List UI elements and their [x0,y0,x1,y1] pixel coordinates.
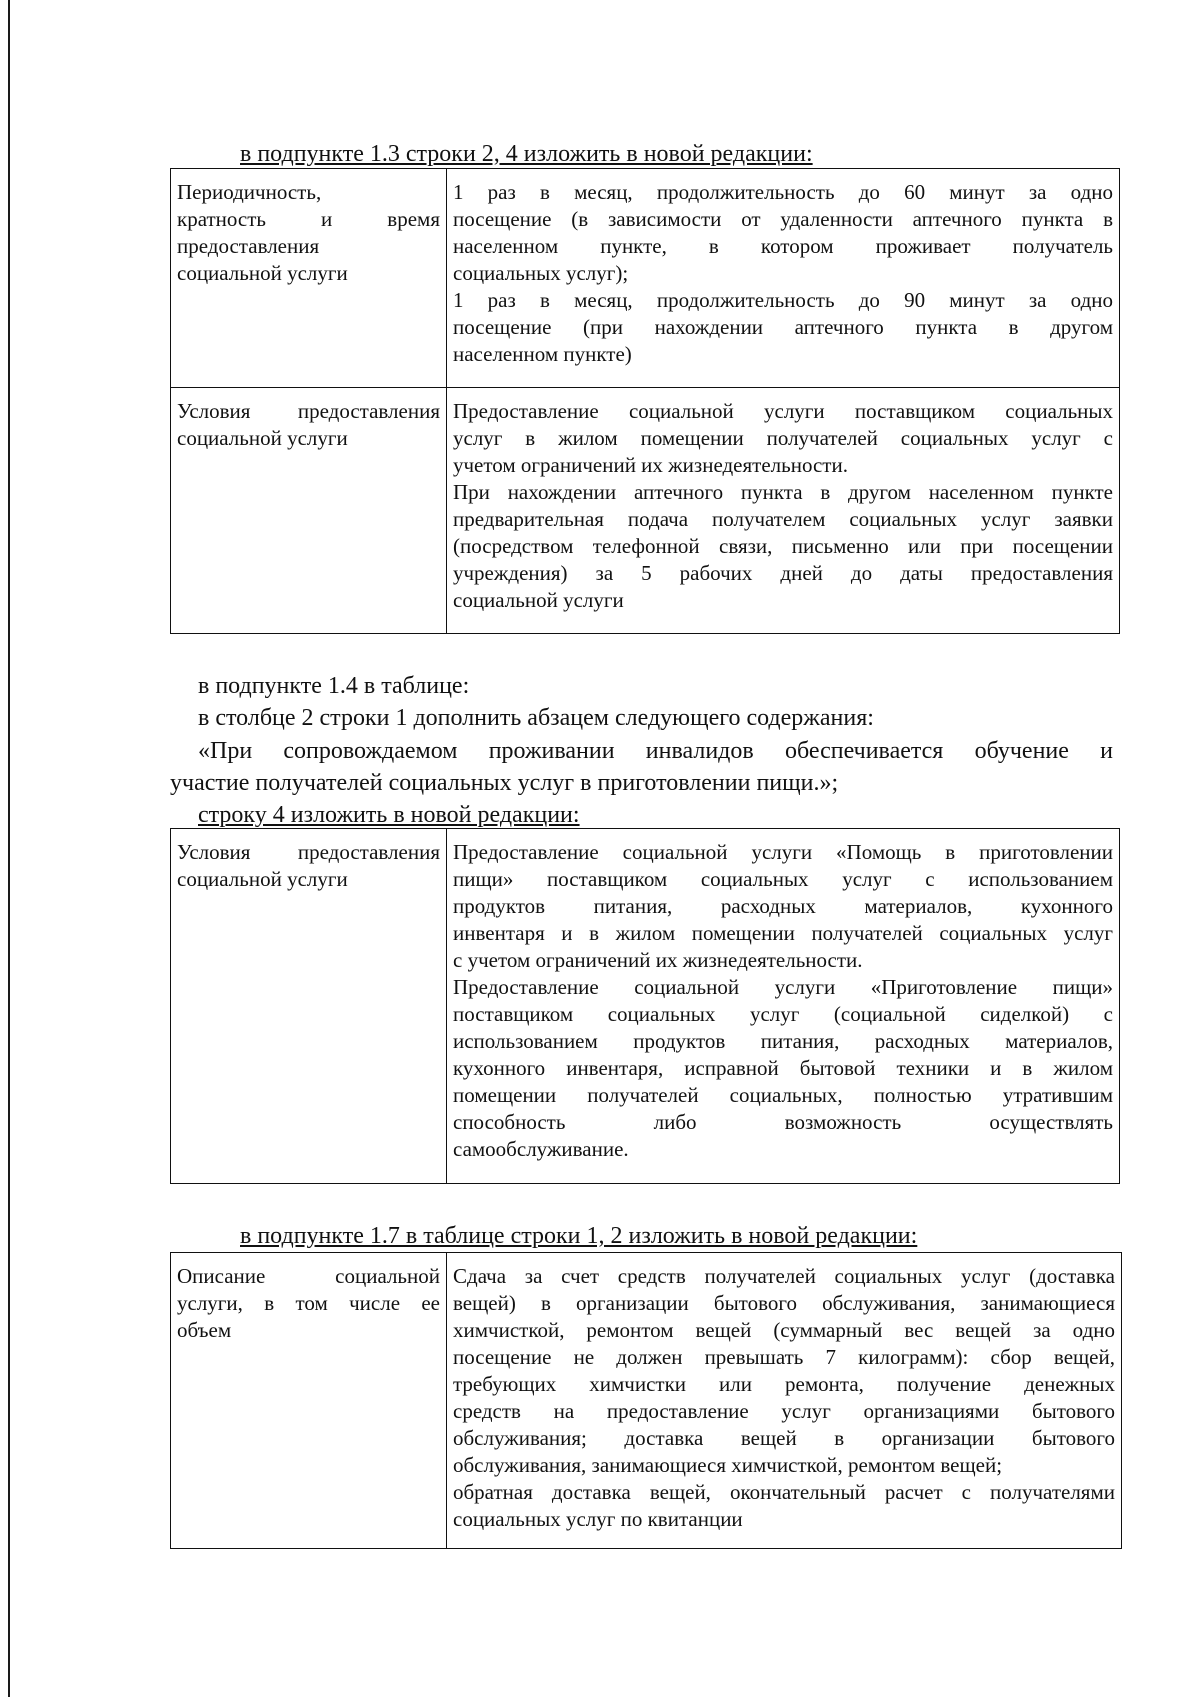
cell-line: учреждения) за 5 рабочих дней до даты предоставления [453,561,1113,585]
cell-line: предоставления [177,234,320,258]
section-1-4-table [170,828,1120,1184]
table-row [171,388,1120,634]
table-cell-right [447,1253,1122,1549]
cell-line: поставщиком социальных услуг (социальной сиделкой) с [453,1002,1113,1026]
cell-line: предварительная подача получателем социальных услуг заявки [453,507,1113,531]
cell-line: социальной услуги [453,588,624,612]
cell-line: объем [177,1318,232,1342]
cell-line: кухонного инвентаря, исправной бытовой техники и в жилом [453,1056,1113,1080]
section-1-7-table [170,1252,1122,1549]
section-1-3-heading: в подпункте 1.3 строки 2, 4 изложить в новой редакции: [240,141,813,167]
section-1-7-heading: в подпункте 1.7 в таблице строки 1, 2 изложить в новой редакции: [240,1223,918,1249]
section-1-4-intro: в подпункте 1.4 в таблице: [198,673,470,699]
cell-line: услуг в жилом помещении получателей социальных услуг с [453,426,1113,450]
cell-line: 1 раз в месяц, продолжительность до 90 минут за одно [453,288,1113,312]
cell-line: (посредством телефонной связи, письменно или при посещении [453,534,1113,558]
section-1-4-row-instruction: строку 4 изложить в новой редакции: [198,802,580,828]
section-1-4-instruction: в столбце 2 строки 1 дополнить абзацем следующего содержания: [198,705,874,731]
cell-line: социальной услуги [177,867,348,891]
cell-line: химчисткой, ремонтом вещей (суммарный вес вещей за одно [453,1318,1115,1342]
cell-line: посещение не должен превышать 7 килограмм): сбор вещей, [453,1345,1115,1369]
cell-line: пищи» поставщиком социальных услуг с использованием [453,867,1113,891]
cell-line: учетом ограничений их жизнедеятельности. [453,453,848,477]
scan-edge-line [8,0,10,1697]
cell-line: социальной услуги [177,426,348,450]
cell-line: кратность и время [177,207,440,231]
cell-line: вещей) в организации бытового обслуживания, занимающиеся [453,1291,1115,1315]
table-cell-left [171,169,447,388]
cell-line: Периодичность, [177,180,322,204]
cell-line: социальных услуг); [453,261,629,285]
cell-line: требующих химчистки или ремонта, получение денежных [453,1372,1115,1396]
cell-line: населенном пункте) [453,342,632,366]
cell-line: обслуживания, занимающиеся химчисткой, ремонтом вещей; [453,1453,1003,1477]
table-cell-right [447,388,1120,634]
cell-line: Условия предоставления [177,399,440,423]
table-cell-right [447,829,1120,1184]
table-row [171,1253,1122,1549]
cell-line: обратная доставка вещей, окончательный расчет с получателями [453,1480,1115,1504]
cell-line: Условия предоставления [177,840,440,864]
cell-line: способность либо возможность осуществлять [453,1110,1113,1134]
cell-line: продуктов питания, расходных материалов, кухонного [453,894,1113,918]
cell-line: обслуживания; доставка вещей в организации бытового [453,1426,1115,1450]
section-1-3-table [170,168,1120,634]
table-cell-left [171,829,447,1184]
cell-line: посещение (при нахождении аптечного пункта в другом [453,315,1113,339]
cell-line: Описание социальной [177,1264,440,1288]
cell-line: Предоставление социальной услуги «Приготовление пищи» [453,975,1113,999]
cell-line: с учетом ограничений их жизнедеятельности. [453,948,863,972]
cell-line: инвентаря и в жилом помещении получателей социальных услуг [453,921,1113,945]
cell-line: 1 раз в месяц, продолжительность до 60 минут за одно [453,180,1113,204]
cell-line: услуги, в том числе ее [177,1291,440,1315]
cell-line: использованием продуктов питания, расходных материалов, [453,1029,1113,1053]
cell-line: социальных услуг по квитанции [453,1507,743,1531]
cell-line: социальной услуги [177,261,348,285]
cell-line: населенном пункте, в котором проживает получатель [453,234,1113,258]
cell-line: помещении получателей социальных, полностью утратившим [453,1083,1113,1107]
cell-line: Сдача за счет средств получателей социальных услуг (доставка [453,1264,1115,1288]
cell-line: При нахождении аптечного пункта в другом населенном пункте [453,480,1113,504]
table-row [171,829,1120,1184]
table-cell-left [171,388,447,634]
cell-line: средств на предоставление услуг организациями бытового [453,1399,1115,1423]
section-1-4-quote-line-2: участие получателей социальных услуг в приготовлении пищи.»; [170,770,839,796]
table-row [171,169,1120,388]
table-cell-left [171,1253,447,1549]
cell-line: самообслуживание. [453,1137,629,1161]
table-cell-right [447,169,1120,388]
cell-line: посещение (в зависимости от удаленности аптечного пункта в [453,207,1113,231]
cell-line: Предоставление социальной услуги «Помощь в приготовлении [453,840,1113,864]
section-1-4-quote-line-1: «При сопровождаемом проживании инвалидов обеспечивается обучение и [198,738,1113,764]
cell-line: Предоставление социальной услуги поставщиком социальных [453,399,1113,423]
